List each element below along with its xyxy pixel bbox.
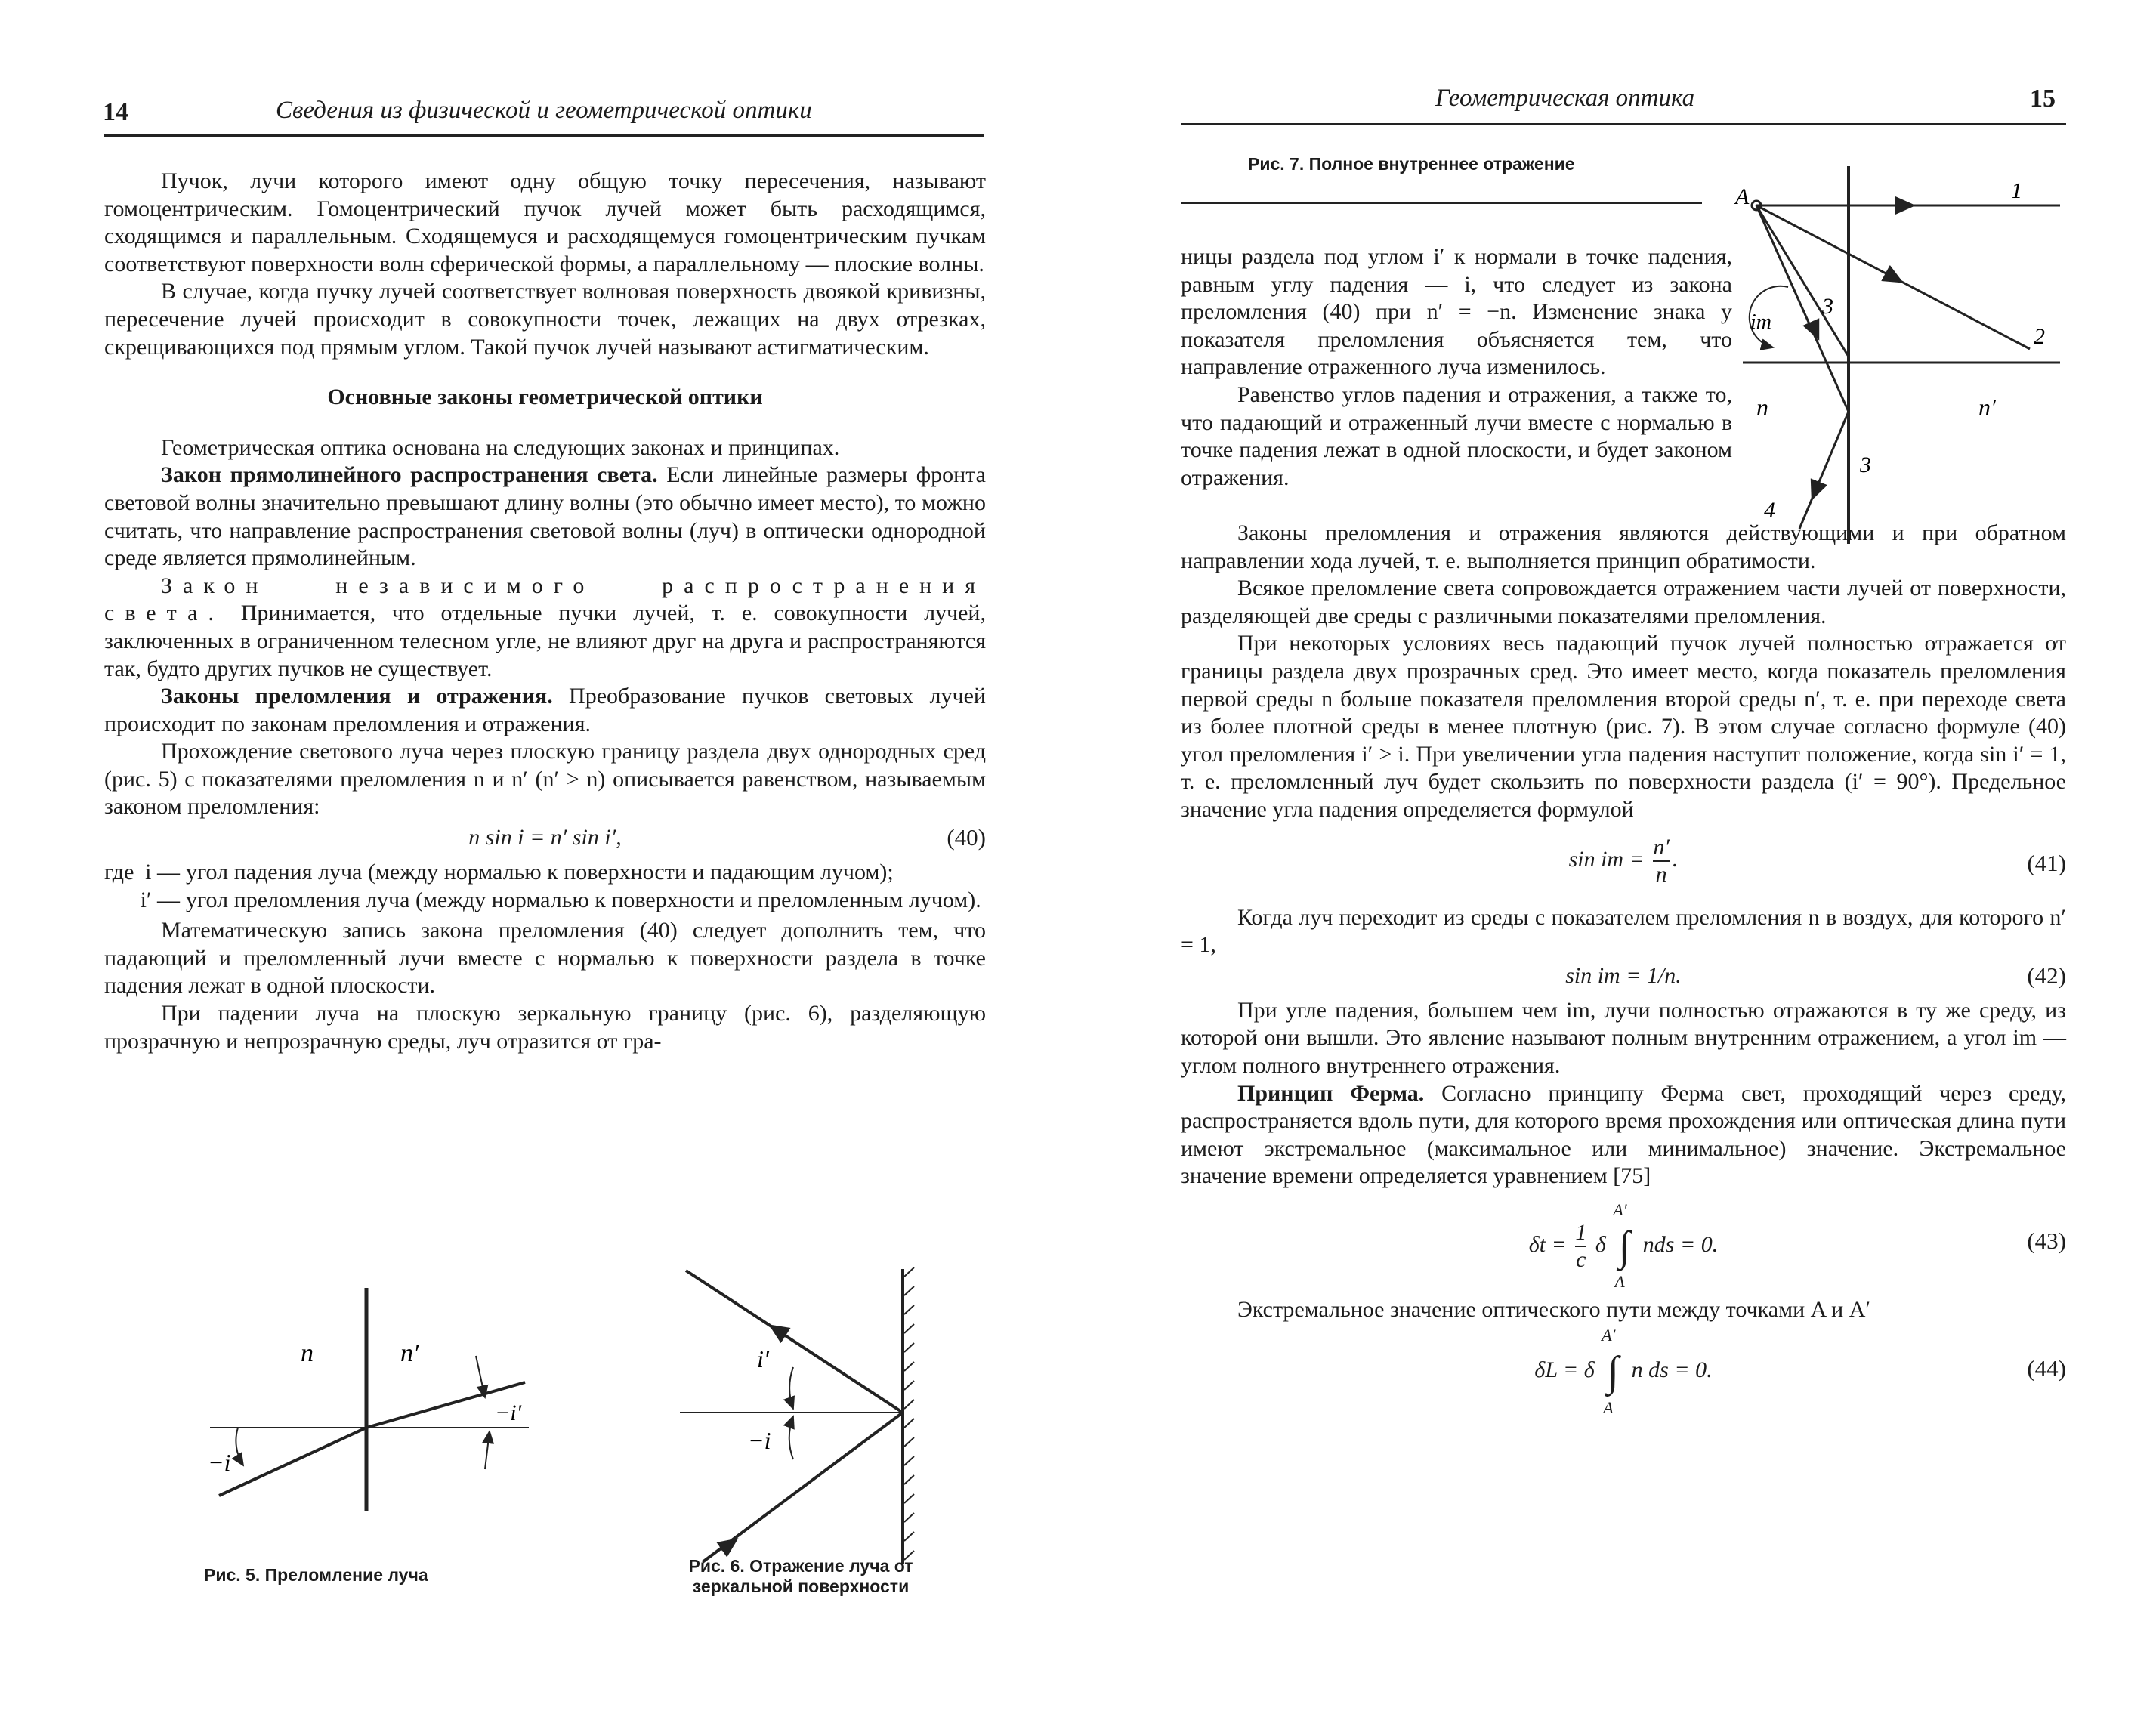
label-im: im: [1750, 310, 1771, 334]
angle-arc-i-prime: [789, 1367, 793, 1409]
label-ray-2: 2: [2034, 324, 2045, 349]
label-ray-4: 4: [1764, 498, 1775, 523]
angle-marker-i-prime-lower: [485, 1431, 490, 1469]
header-rule: [104, 134, 984, 137]
section-title: Основные законы геометрической оптики: [327, 384, 763, 410]
label-minus-i-prime: −i′: [495, 1400, 522, 1425]
paragraph: Экстремальное значение оптического пути между точками A и A′: [1237, 1296, 1870, 1322]
law-title: Законы преломления и отражения.: [161, 684, 553, 709]
label-n: n: [1756, 394, 1768, 421]
ray-3-upper: [1756, 205, 1849, 357]
label-minus-i: −i: [208, 1449, 231, 1476]
figure-5-refraction: [204, 1284, 559, 1571]
figure-7-caption: Рис. 7. Полное внутреннее отражение: [1248, 154, 1575, 174]
figure-7-total-internal-reflection: [1735, 159, 2068, 551]
paragraph: Закон прямолинейного распространения света. Если линейные размеры фронта световой волны значительно превышают длину волны (это обычно имеет место), то можно считать, что направление распространения световой волны (луч) в оптически однородной среде является прямолинейным.: [104, 462, 986, 571]
mirror-hatching: [904, 1267, 914, 1560]
angle-arc-i: [236, 1428, 243, 1465]
angle-arc-i: [789, 1416, 793, 1459]
caption-rule: [1181, 202, 1702, 204]
label-n-prime: n′: [1978, 394, 1996, 421]
paragraph: При угле падения, большем чем im, лучи полностью отражаются в ту же среду, из которой они вышли. Это явление называют полным внутренним отражением, а угол im — углом полного внутреннего отражения.: [1181, 997, 2066, 1078]
ray-4: [1799, 412, 1849, 529]
ray-2-arrow: [1886, 273, 1901, 282]
paragraph: Законы преломления и отражения. Преобразование пучков световых лучей происходит по законам преломления и отражения.: [104, 684, 986, 736]
formula-41: sin im = $\frac{n'}{n}$ . (41): [1568, 834, 2066, 887]
definition-list: [104, 859, 986, 914]
formula-40: n sin i = n′ sin i′, (40): [468, 824, 986, 851]
principle-title: Принцип Ферма.: [1237, 1080, 1425, 1106]
formula-43: δt = $\frac{1}{c}$ δ A′ ∫ A nds = 0. (43): [1528, 1200, 2066, 1292]
label-A: A: [1735, 184, 1750, 209]
header-rule: [1181, 123, 2066, 125]
label-minus-i: −i: [748, 1427, 771, 1454]
page-number: 15: [2030, 85, 2056, 113]
label-n: n: [301, 1339, 314, 1367]
paragraph: Прохождение светового луча через плоскую границу раздела двух однородных сред (рис. 5) с показателями преломления n и n′ (n′ > n) описывается равенством, называемым законом преломления:: [104, 739, 986, 820]
figure-5-caption: Рис. 5. Преломление луча: [204, 1565, 428, 1585]
law-title: Закон независимого распространения света.: [104, 573, 986, 626]
reflected-ray: [686, 1271, 903, 1413]
definition-row: где i — угол падения луча (между нормалью к поверхности и падающим лучом);: [104, 860, 894, 885]
ray-3: [1756, 205, 1849, 412]
paragraph: Равенство углов падения и отражения, а также то, что падающий и отраженный лучи вместе с нормалью в точке падения лежат в одной плоскости, и будет законом отражения.: [1181, 381, 1732, 490]
law-title: Закон прямолинейного распространения света.: [161, 462, 658, 488]
paragraph: Геометрическая оптика основана на следующих законах и принципах.: [161, 434, 840, 460]
right-text-column: [1181, 520, 2066, 1417]
definition-row: i′ — угол преломления луча (между нормалью к поверхности и преломленным лучом).: [140, 887, 981, 912]
paragraph: Математическую запись закона преломления (40) следует дополнить тем, что падающий и преломленный лучи вместе с нормалью к поверхности раздела в точке падения лежат в одной плоскости.: [104, 918, 986, 999]
figure-6-reflection: [680, 1261, 937, 1579]
incident-ray: [703, 1413, 903, 1562]
figure-6-caption: Рис. 6. Отражение луча от зеркальной поверхности: [688, 1556, 913, 1596]
formula-42: sin im = 1/n. (42): [1565, 962, 2066, 989]
running-head: Сведения из физической и геометрической оптики: [276, 97, 812, 124]
label-ray-1: 1: [2011, 178, 2022, 203]
paragraph: ницы раздела под углом i′ к нормали в точке падения, равным углу падения — i, что следует из закона преломления (40) при n′ = −n. Изменение знака у показателя преломления объясняется тем, что направление отраженного луча изменилось.: [1181, 244, 1732, 380]
angle-marker-i-prime-upper: [476, 1356, 485, 1397]
label-ray-3-lower: 3: [1860, 452, 1871, 477]
formula-44: δL = δ A′ ∫ A n ds = 0. (44): [1534, 1326, 2066, 1417]
paragraph: Законы преломления и отражения являются действующими и при обратном направлении хода лучей, т. е. выполняется принцип обратимости.: [1181, 520, 2066, 573]
paragraph: Принцип Ферма. Согласно принципу Ферма свет, проходящий через среду, распространяется вдоль пути, для которого время прохождения или оптическая длина пути имеют экстремальное (максимальное или минимальное) значение. Экстремальное значение времени определяется уравнением [75]: [1181, 1080, 2066, 1189]
label-i-prime: i′: [757, 1345, 769, 1372]
paragraph: Закон независимого распространения света. Принимается, что отдельные пучки лучей, т. е. совокупности лучей, заключенных в ограниченном телесном угле, не влияют друг на друга и распространяются так, будто других пучков не существует.: [104, 573, 986, 681]
paragraph: Всякое преломление света сопровождается отражением части лучей от поверхности, разделяющей две среды с различными показателями преломления.: [1181, 576, 2066, 628]
paragraph: В случае, когда пучку лучей соответствует волновая поверхность двоякой кривизны, пересечение лучей происходит в совокупности точек, лежащих на двух отрезках, скрещивающихся под прямым углом. Такой пучок лучей называют астигматическим.: [104, 279, 986, 360]
right-page: [1078, 0, 2156, 1726]
right-text-column-narrow: [1181, 243, 1732, 492]
left-text-column: [104, 168, 986, 1055]
reflected-arrow: [771, 1326, 786, 1335]
label-n-prime: n′: [400, 1339, 419, 1367]
paragraph: При падении луча на плоскую зеркальную границу (рис. 6), разделяющую прозрачную и непрозрачную среды, луч отразится от гра-: [104, 1001, 986, 1054]
running-head: Геометрическая оптика: [1435, 85, 1695, 112]
label-ray-3-upper: 3: [1822, 294, 1833, 319]
paragraph: Когда луч переходит из среды с показателем преломления n в воздух, для которого n′ = 1,: [1181, 904, 2066, 958]
paragraph: Пучок, лучи которого имеют одну общую точку пересечения, называют гомоцентрическим. Гомоцентрический пучок лучей может быть расходящимся, сходящимся и параллельным. Сходящемуся и расходящемуся гомоцентрическим пучкам соответствуют поверхности волн сферической формы, а параллельному — плоские волны.: [104, 168, 986, 276]
paragraph: При некоторых условиях весь падающий пучок лучей полностью отражается от границы раздела двух прозрачных сред. Это имеет место, когда показатель преломления первой среды n больше показателя преломления второй среды n′, т. е. при переходе света из более плотной среды в менее плотную (рис. 7). В этом случае согласно формуле (40) угол преломления i′ > i. При увеличении угла падения наступит положение, когда sin i′ = 1, т. е. преломленный луч будет скользить по поверхности раздела (i′ = 90°). Предельное значение угла падения определяется формулой: [1181, 631, 2066, 822]
ray-4-arrow: [1812, 483, 1818, 499]
page-number: 14: [103, 98, 128, 126]
